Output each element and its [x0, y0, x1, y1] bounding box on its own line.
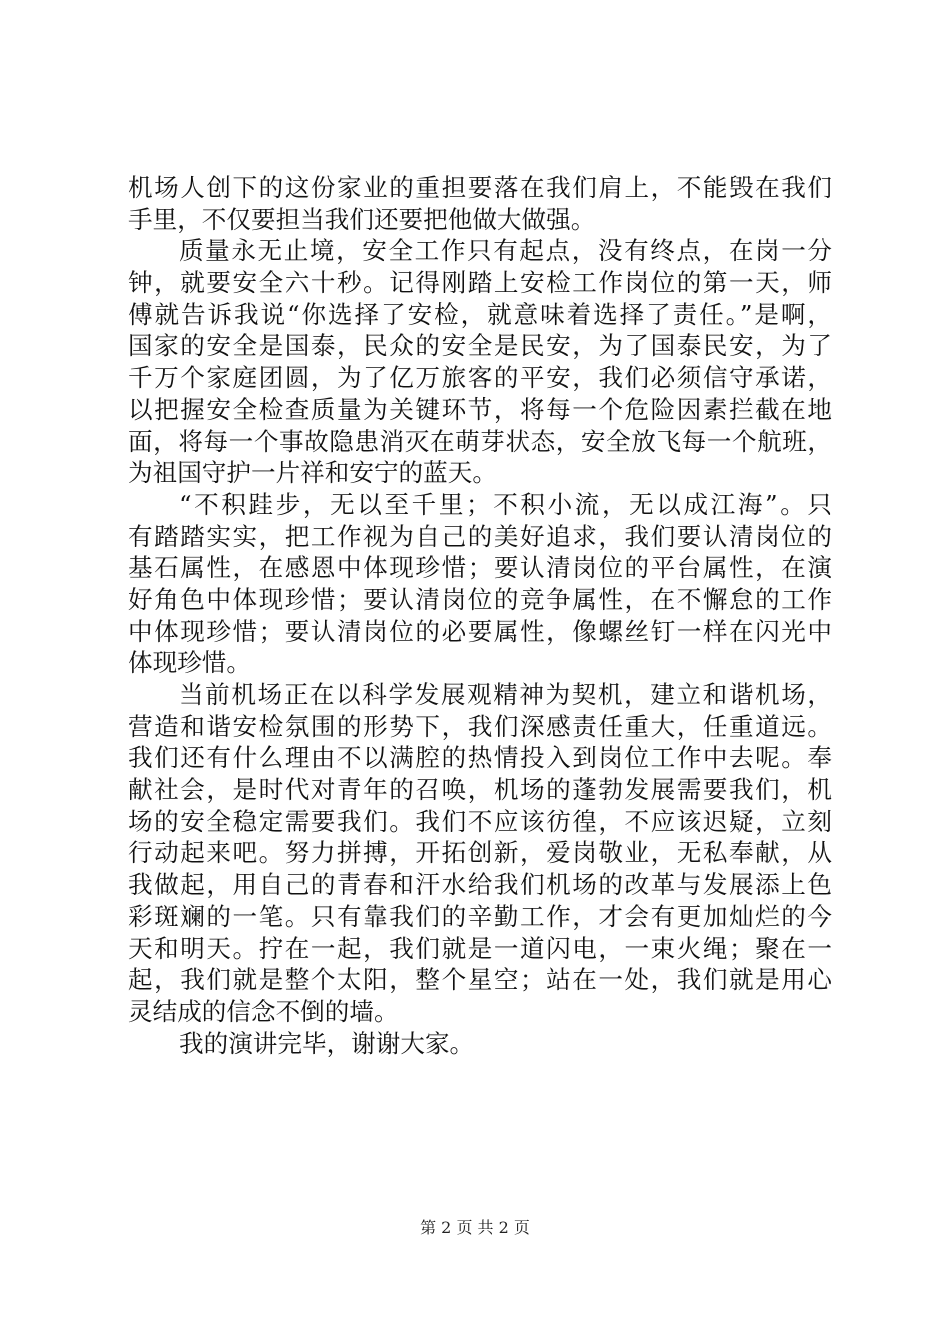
paragraph [128, 235, 832, 489]
text-line: 中体现珍惜；要认清岗位的必要属性，像螺丝钉一样在闪光中 [128, 616, 832, 646]
text-line: 当前机场正在以科学发展观精神为契机，建立和谐机场， [179, 680, 832, 709]
text-line: 彩斑斓的一笔。只有靠我们的辛勤工作，才会有更加灿烂的今 [128, 901, 832, 931]
text-line: 场的安全稳定需要我们。我们不应该彷徨，不应该迟疑，立刻 [128, 806, 832, 836]
text-line: 起，我们就是整个太阳，整个星空；站在一处，我们就是用心 [128, 965, 832, 995]
text-line: 面，将每一个事故隐患消灭在萌芽状态，安全放飞每一个航班， [128, 426, 832, 456]
text-line: 为祖国守护一片祥和安宁的蓝天。 [128, 458, 497, 488]
text-line: 千万个家庭团圆，为了亿万旅客的平安，我们必须信守承诺， [128, 363, 832, 393]
paragraph [128, 489, 832, 679]
text-line: 营造和谐安检氛围的形势下，我们深感责任重大，任重道远。 [128, 711, 832, 741]
text-line: 我的演讲完毕，谢谢大家。 [179, 1028, 475, 1058]
document-body [128, 172, 832, 1059]
text-line: 机场人创下的这份家业的重担要落在我们肩上，不能毁在我们 [128, 173, 832, 202]
text-line: 以把握安全检查质量为关键环节，将每一个危险因素拦截在地 [128, 394, 832, 424]
text-line: 体现珍惜。 [128, 648, 251, 678]
paragraph [128, 679, 832, 1028]
text-line: “不积跬步，无以至千里；不积小流，无以成江海”。只 [179, 489, 832, 519]
text-line: 天和明天。拧在一起，我们就是一道闪电，一束火绳；聚在一 [128, 933, 832, 963]
text-line: 手里，不仅要担当我们还要把他做大做强。 [128, 204, 596, 234]
text-line: 国家的安全是国泰，民众的安全是民安，为了国泰民安，为了 [128, 331, 832, 361]
text-line: 质量永无止境，安全工作只有起点，没有终点，在岗一分 [179, 236, 832, 266]
text-line: 好角色中体现珍惜；要认清岗位的竞争属性，在不懈怠的工作 [128, 584, 832, 614]
paragraph [128, 1028, 832, 1060]
paragraph [128, 172, 832, 235]
text-line: 行动起来吧。努力拼搏，开拓创新，爱岗敬业，无私奉献，从 [128, 838, 832, 868]
text-line: 钟，就要安全六十秒。记得刚踏上安检工作岗位的第一天，师 [128, 268, 832, 298]
text-line: 灵结成的信念不倒的墙。 [128, 996, 399, 1026]
text-line: 我做起，用自己的青春和汗水给我们机场的改革与发展添上色 [128, 870, 832, 900]
text-line: 基石属性，在感恩中体现珍惜；要认清岗位的平台属性，在演 [128, 553, 832, 583]
page-footer: 第 2 页 共 2 页 [420, 1218, 530, 1237]
text-line: 有踏踏实实，把工作视为自己的美好追求，我们要认清岗位的 [128, 521, 832, 551]
text-line: 献社会，是时代对青年的召唤，机场的蓬勃发展需要我们，机 [128, 775, 832, 805]
text-line: 我们还有什么理由不以满腔的热情投入到岗位工作中去呢。奉 [128, 743, 832, 773]
text-line: 傅就告诉我说“你选择了安检，就意味着选择了责任。”是啊， [128, 299, 832, 329]
